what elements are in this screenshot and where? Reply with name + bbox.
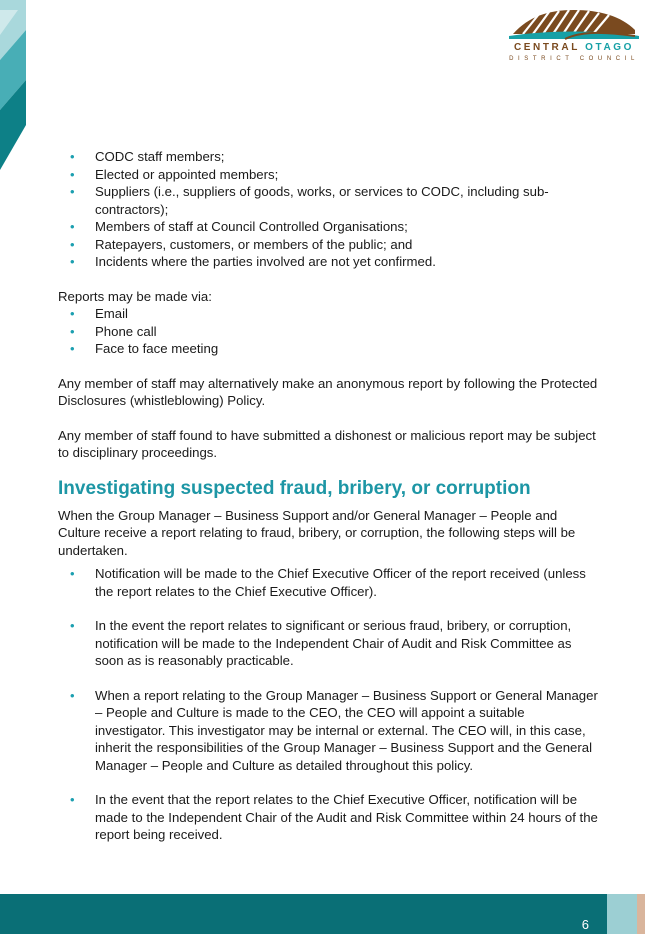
page-footer bbox=[0, 894, 645, 934]
list-item: • Ratepayers, customers, or members of the public; and bbox=[70, 236, 413, 252]
list-item: • Incidents where the parties involved are not yet confirmed. bbox=[70, 254, 436, 269]
bullet-icon: • bbox=[70, 687, 75, 703]
bullet-icon: • bbox=[70, 219, 75, 234]
section-heading: Investigating suspected fraud, bribery, or corruption bbox=[58, 477, 531, 499]
footer-stripe-tan bbox=[637, 894, 645, 934]
logo-subtitle: DISTRICT COUNCIL bbox=[509, 56, 639, 62]
list-item: • Members of staff at Council Controlled Organisations; bbox=[70, 219, 408, 234]
report-methods-list bbox=[58, 305, 598, 358]
bullet-icon: • bbox=[70, 341, 75, 356]
mountain-logo-icon bbox=[509, 6, 639, 40]
left-decorative-band bbox=[0, 0, 26, 170]
section-intro: When the Group Manager – Business Support and/or General Manager – People and Culture receive a report relating to fraud, bribery, or corruption, the following steps will be undertaken. bbox=[58, 507, 576, 558]
anonymous-report-paragraph: Any member of staff may alternatively make an anonymous report by following the Protected Disclosures (whistleblowing) Policy. bbox=[58, 375, 598, 408]
reports-via-intro: Reports may be made via: bbox=[58, 288, 212, 304]
steps-list bbox=[58, 565, 598, 844]
page-number: 6 bbox=[581, 917, 589, 932]
footer-stripe-light bbox=[607, 894, 637, 934]
bullet-icon: • bbox=[70, 184, 75, 199]
bullet-icon: • bbox=[70, 566, 75, 581]
council-logo bbox=[509, 6, 639, 68]
reporters-list bbox=[58, 148, 598, 271]
list-item: • Email bbox=[70, 306, 128, 321]
bullet-icon: • bbox=[70, 306, 75, 321]
list-item: • In the event the report relates to significant or serious fraud, bribery, or corruption, notification will be made to the Independent Chair of Audit and Risk Committee as soon as is reasonably practicable. bbox=[70, 618, 572, 668]
list-item: • Face to face meeting bbox=[70, 341, 219, 356]
bullet-icon: • bbox=[70, 166, 75, 182]
list-item: • CODC staff members; bbox=[70, 149, 225, 164]
list-item: • Suppliers (i.e., suppliers of goods, works, or services to CODC, including sub-contractors); bbox=[70, 184, 549, 217]
list-item: • When a report relating to the Group Manager – Business Support or General Manager – People and Culture is made to the CEO, the CEO will appoint a suitable investigator. This investigator may be internal or external. The CEO will, in this case, inherit the responsibilities of the Group Manager – Business Support and the General Manager – People and Culture as detailed throughout this policy. bbox=[70, 687, 598, 773]
list-item: • Phone call bbox=[70, 323, 157, 339]
disciplinary-paragraph: Any member of staff found to have submitted a dishonest or malicious report may be subject to disciplinary proceedings. bbox=[58, 427, 596, 460]
bullet-icon: • bbox=[70, 323, 75, 339]
list-item: • Notification will be made to the Chief Executive Officer of the report received (unless the report relates to the Chief Executive Officer). bbox=[70, 566, 586, 599]
bullet-icon: • bbox=[70, 149, 75, 164]
bullet-icon: • bbox=[70, 254, 75, 269]
bullet-icon: • bbox=[70, 792, 75, 807]
bullet-icon: • bbox=[70, 618, 75, 633]
bullet-icon: • bbox=[70, 236, 75, 252]
logo-wordmark: CENTRAL OTAGO bbox=[513, 42, 635, 53]
list-item: • In the event that the report relates to the Chief Executive Officer, notification will be made to the Independent Chair of the Audit and Risk Committee within 24 hours of the report being received. bbox=[70, 792, 598, 842]
page-content bbox=[58, 148, 598, 861]
list-item: • Elected or appointed members; bbox=[70, 166, 279, 182]
